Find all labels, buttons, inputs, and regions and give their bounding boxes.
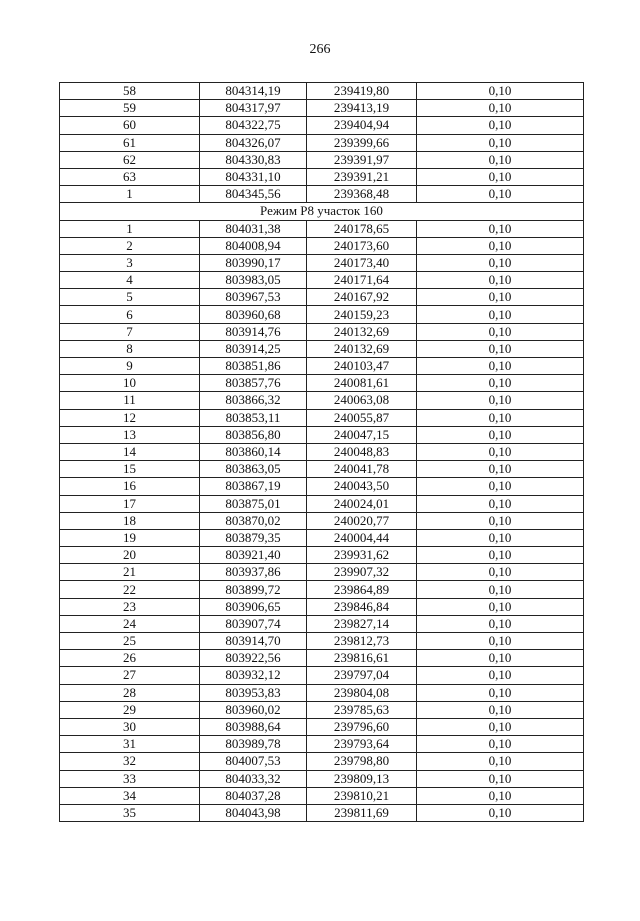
y-coordinate-cell: 239391,97 [307,151,417,168]
error-cell: 0,10 [417,392,584,409]
page-number: 266 [309,42,331,57]
error-cell: 0,10 [417,650,584,667]
y-coordinate-cell: 239809,13 [307,770,417,787]
table-row [60,598,584,615]
x-coordinate-cell: 803932,12 [200,667,307,684]
point-number-cell: 12 [60,409,200,426]
x-coordinate-cell: 803937,86 [200,564,307,581]
error-cell: 0,10 [417,220,584,237]
y-coordinate-cell: 240004,44 [307,529,417,546]
y-coordinate-cell: 240020,77 [307,512,417,529]
error-cell: 0,10 [417,426,584,443]
table-row [60,220,584,237]
x-coordinate-cell: 803953,83 [200,684,307,701]
x-coordinate-cell: 804331,10 [200,168,307,185]
x-coordinate-cell: 803867,19 [200,478,307,495]
error-cell: 0,10 [417,701,584,718]
table-row [60,151,584,168]
x-coordinate-cell: 803866,32 [200,392,307,409]
point-number-cell: 26 [60,650,200,667]
x-coordinate-cell: 803914,76 [200,323,307,340]
point-number-cell: 22 [60,581,200,598]
point-number-cell: 30 [60,718,200,735]
error-cell: 0,10 [417,134,584,151]
table-body-section [60,220,584,822]
point-number-cell: 32 [60,753,200,770]
x-coordinate-cell: 804345,56 [200,186,307,203]
y-coordinate-cell: 240178,65 [307,220,417,237]
x-coordinate-cell: 804043,98 [200,804,307,821]
y-coordinate-cell: 239810,21 [307,787,417,804]
point-number-cell: 31 [60,736,200,753]
error-cell: 0,10 [417,83,584,100]
point-number-cell: 6 [60,306,200,323]
x-coordinate-cell: 803907,74 [200,615,307,632]
point-number-cell: 5 [60,289,200,306]
point-number-cell: 8 [60,340,200,357]
point-number-cell: 34 [60,787,200,804]
point-number-cell: 19 [60,529,200,546]
error-cell: 0,10 [417,667,584,684]
table-row [60,581,584,598]
y-coordinate-cell: 239413,19 [307,100,417,117]
table-row [60,443,584,460]
error-cell: 0,10 [417,461,584,478]
x-coordinate-cell: 804330,83 [200,151,307,168]
y-coordinate-cell: 239816,61 [307,650,417,667]
y-coordinate-cell: 240173,60 [307,237,417,254]
point-number-cell: 59 [60,100,200,117]
error-cell: 0,10 [417,254,584,271]
y-coordinate-cell: 239827,14 [307,615,417,632]
table-row [60,186,584,203]
x-coordinate-cell: 803960,02 [200,701,307,718]
table-row [60,667,584,684]
y-coordinate-cell: 239804,08 [307,684,417,701]
x-coordinate-cell: 804008,94 [200,237,307,254]
point-number-cell: 35 [60,804,200,821]
y-coordinate-cell: 240048,83 [307,443,417,460]
section-header-body [60,203,584,220]
point-number-cell: 60 [60,117,200,134]
table-row [60,547,584,564]
point-number-cell: 28 [60,684,200,701]
table-row [60,168,584,185]
error-cell: 0,10 [417,237,584,254]
error-cell: 0,10 [417,272,584,289]
y-coordinate-cell: 240081,61 [307,375,417,392]
error-cell: 0,10 [417,529,584,546]
table-row [60,117,584,134]
point-number-cell: 11 [60,392,200,409]
x-coordinate-cell: 804031,38 [200,220,307,237]
y-coordinate-cell: 239399,66 [307,134,417,151]
point-number-cell: 1 [60,186,200,203]
x-coordinate-cell: 803899,72 [200,581,307,598]
x-coordinate-cell: 803914,25 [200,340,307,357]
table-row [60,787,584,804]
table-row [60,306,584,323]
point-number-cell: 17 [60,495,200,512]
error-cell: 0,10 [417,547,584,564]
y-coordinate-cell: 239368,48 [307,186,417,203]
x-coordinate-cell: 803863,05 [200,461,307,478]
x-coordinate-cell: 804037,28 [200,787,307,804]
y-coordinate-cell: 239931,62 [307,547,417,564]
x-coordinate-cell: 803879,35 [200,529,307,546]
error-cell: 0,10 [417,151,584,168]
x-coordinate-cell: 803857,76 [200,375,307,392]
x-coordinate-cell: 803921,40 [200,547,307,564]
table-row [60,100,584,117]
point-number-cell: 29 [60,701,200,718]
y-coordinate-cell: 239785,63 [307,701,417,718]
point-number-cell: 21 [60,564,200,581]
error-cell: 0,10 [417,512,584,529]
table-row [60,237,584,254]
point-number-cell: 15 [60,461,200,478]
point-number-cell: 9 [60,358,200,375]
table-row [60,478,584,495]
table-row [60,495,584,512]
y-coordinate-cell: 240173,40 [307,254,417,271]
table-row [60,804,584,821]
table-row [60,426,584,443]
table-body-top [60,83,584,203]
x-coordinate-cell: 803851,86 [200,358,307,375]
section-title: Режим Р8 участок 160 [60,203,584,220]
y-coordinate-cell: 239404,94 [307,117,417,134]
point-number-cell: 16 [60,478,200,495]
x-coordinate-cell: 803988,64 [200,718,307,735]
point-number-cell: 23 [60,598,200,615]
y-coordinate-cell: 240159,23 [307,306,417,323]
x-coordinate-cell: 804326,07 [200,134,307,151]
y-coordinate-cell: 240171,64 [307,272,417,289]
error-cell: 0,10 [417,564,584,581]
y-coordinate-cell: 239798,80 [307,753,417,770]
error-cell: 0,10 [417,598,584,615]
y-coordinate-cell: 239797,04 [307,667,417,684]
section-header-row [60,203,584,220]
x-coordinate-cell: 803922,56 [200,650,307,667]
x-coordinate-cell: 803989,78 [200,736,307,753]
table-row [60,392,584,409]
table-row [60,736,584,753]
error-cell: 0,10 [417,736,584,753]
point-number-cell: 1 [60,220,200,237]
table-row [60,358,584,375]
error-cell: 0,10 [417,787,584,804]
error-cell: 0,10 [417,718,584,735]
point-number-cell: 24 [60,615,200,632]
y-coordinate-cell: 240132,69 [307,323,417,340]
error-cell: 0,10 [417,186,584,203]
error-cell: 0,10 [417,478,584,495]
y-coordinate-cell: 240041,78 [307,461,417,478]
table-row [60,718,584,735]
error-cell: 0,10 [417,684,584,701]
table-row [60,529,584,546]
y-coordinate-cell: 239796,60 [307,718,417,735]
error-cell: 0,10 [417,495,584,512]
error-cell: 0,10 [417,409,584,426]
x-coordinate-cell: 803875,01 [200,495,307,512]
table-row [60,323,584,340]
error-cell: 0,10 [417,340,584,357]
x-coordinate-cell: 803983,05 [200,272,307,289]
y-coordinate-cell: 239811,69 [307,804,417,821]
y-coordinate-cell: 240167,92 [307,289,417,306]
point-number-cell: 63 [60,168,200,185]
x-coordinate-cell: 803967,53 [200,289,307,306]
error-cell: 0,10 [417,375,584,392]
table-row [60,375,584,392]
y-coordinate-cell: 239907,32 [307,564,417,581]
table-row [60,254,584,271]
error-cell: 0,10 [417,289,584,306]
point-number-cell: 25 [60,633,200,650]
point-number-cell: 13 [60,426,200,443]
y-coordinate-cell: 240047,15 [307,426,417,443]
table-row [60,701,584,718]
y-coordinate-cell: 239391,21 [307,168,417,185]
coordinates-table [59,82,584,822]
y-coordinate-cell: 240055,87 [307,409,417,426]
error-cell: 0,10 [417,117,584,134]
x-coordinate-cell: 804007,53 [200,753,307,770]
error-cell: 0,10 [417,323,584,340]
table-row [60,633,584,650]
point-number-cell: 4 [60,272,200,289]
point-number-cell: 33 [60,770,200,787]
point-number-cell: 20 [60,547,200,564]
x-coordinate-cell: 803853,11 [200,409,307,426]
point-number-cell: 27 [60,667,200,684]
x-coordinate-cell: 804317,97 [200,100,307,117]
point-number-cell: 18 [60,512,200,529]
x-coordinate-cell: 803960,68 [200,306,307,323]
x-coordinate-cell: 803870,02 [200,512,307,529]
table-row [60,272,584,289]
error-cell: 0,10 [417,753,584,770]
table-row [60,83,584,100]
y-coordinate-cell: 239864,89 [307,581,417,598]
error-cell: 0,10 [417,358,584,375]
y-coordinate-cell: 239846,84 [307,598,417,615]
point-number-cell: 7 [60,323,200,340]
y-coordinate-cell: 240063,08 [307,392,417,409]
table-row [60,134,584,151]
error-cell: 0,10 [417,168,584,185]
table-row [60,512,584,529]
error-cell: 0,10 [417,633,584,650]
table-row [60,340,584,357]
x-coordinate-cell: 803990,17 [200,254,307,271]
table-row [60,684,584,701]
table-row [60,753,584,770]
x-coordinate-cell: 803860,14 [200,443,307,460]
x-coordinate-cell: 803906,65 [200,598,307,615]
point-number-cell: 58 [60,83,200,100]
table-row [60,409,584,426]
table-row [60,564,584,581]
table-row [60,289,584,306]
error-cell: 0,10 [417,615,584,632]
y-coordinate-cell: 240132,69 [307,340,417,357]
error-cell: 0,10 [417,770,584,787]
y-coordinate-cell: 240043,50 [307,478,417,495]
error-cell: 0,10 [417,306,584,323]
table-row [60,650,584,667]
x-coordinate-cell: 803856,80 [200,426,307,443]
y-coordinate-cell: 239793,64 [307,736,417,753]
x-coordinate-cell: 803914,70 [200,633,307,650]
table-row [60,461,584,478]
error-cell: 0,10 [417,443,584,460]
point-number-cell: 14 [60,443,200,460]
table-row [60,770,584,787]
error-cell: 0,10 [417,100,584,117]
point-number-cell: 61 [60,134,200,151]
point-number-cell: 10 [60,375,200,392]
point-number-cell: 62 [60,151,200,168]
point-number-cell: 2 [60,237,200,254]
y-coordinate-cell: 239419,80 [307,83,417,100]
x-coordinate-cell: 804322,75 [200,117,307,134]
table-row [60,615,584,632]
y-coordinate-cell: 239812,73 [307,633,417,650]
y-coordinate-cell: 240024,01 [307,495,417,512]
x-coordinate-cell: 804033,32 [200,770,307,787]
point-number-cell: 3 [60,254,200,271]
error-cell: 0,10 [417,804,584,821]
error-cell: 0,10 [417,581,584,598]
x-coordinate-cell: 804314,19 [200,83,307,100]
y-coordinate-cell: 240103,47 [307,358,417,375]
